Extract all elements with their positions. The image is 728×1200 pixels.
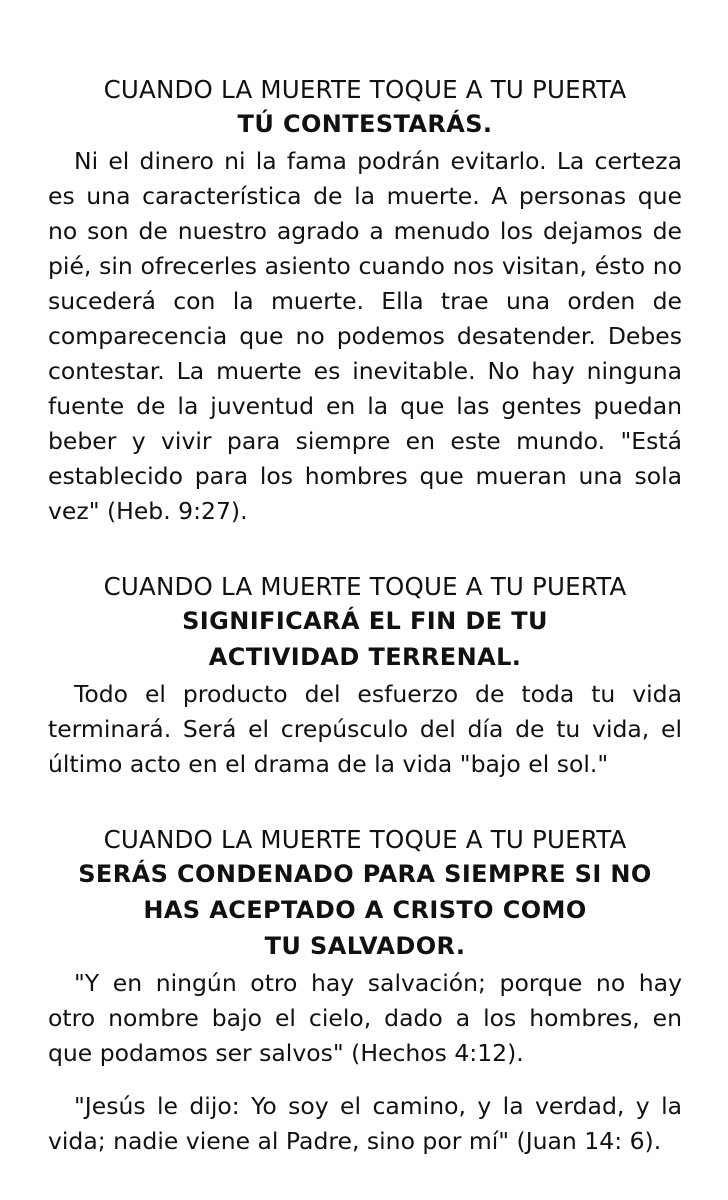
section-3-paragraph-1: "Y en ningún otro hay salvación; porque no hay otro nombre bajo el cielo, dado a los hombres, en que podamos ser salvos" (Hechos 4:12). (48, 969, 682, 1067)
section-2 (48, 571, 682, 782)
section-2-subheading-line-1: SIGNIFICARÁ EL FIN DE TU (182, 607, 548, 635)
tract-page (48, 74, 682, 1199)
section-1-paragraph-1: Ni el dinero ni la fama podrán evitarlo. La certeza es una característica de la muerte. A personas que no son de nuestro agrado a menudo los dejamos de pié, sin ofrecerles asiento cuando nos visitan, ésto no sucederá con la muerte. Ella trae una orden de comparecencia que no podemos desatender. Debes contestar. La muerte es inevitable. No hay ninguna fuente de la juventud en la que las gentes puedan beber y vivir para siempre en este mundo. "Está establecido para los hombres que mueran una sola vez" (Heb. 9:27). (48, 147, 682, 525)
section-3-subheading-line-2: HAS ACEPTADO A CRISTO COMO (143, 896, 587, 924)
section-2-paragraph-1: Todo el producto del esfuerzo de toda tu vida terminará. Será el crepúsculo del día de tu vida, el último acto en el drama de la vida "bajo el sol." (48, 680, 682, 778)
section-3-subheading-line-3: TU SALVADOR. (264, 932, 466, 960)
section-3-subheading-line-1: SERÁS CONDENADO PARA SIEMPRE SI NO (78, 860, 652, 888)
section-1-subheading-line-1: TÚ CONTESTARÁS. (237, 110, 493, 138)
section-3-heading: CUANDO LA MUERTE TOQUE A TU PUERTA (103, 825, 627, 854)
section-3 (48, 824, 682, 1159)
section-1-heading: CUANDO LA MUERTE TOQUE A TU PUERTA (103, 75, 627, 104)
section-3-paragraph-2: "Jesús le dijo: Yo soy el camino, y la verdad, y la vida; nadie viene al Padre, sino por mí" (Juan 14: 6). (48, 1092, 682, 1155)
section-2-subheading-line-2: ACTIVIDAD TERRENAL. (208, 643, 522, 671)
section-2-heading: CUANDO LA MUERTE TOQUE A TU PUERTA (103, 572, 627, 601)
section-1 (48, 74, 682, 529)
